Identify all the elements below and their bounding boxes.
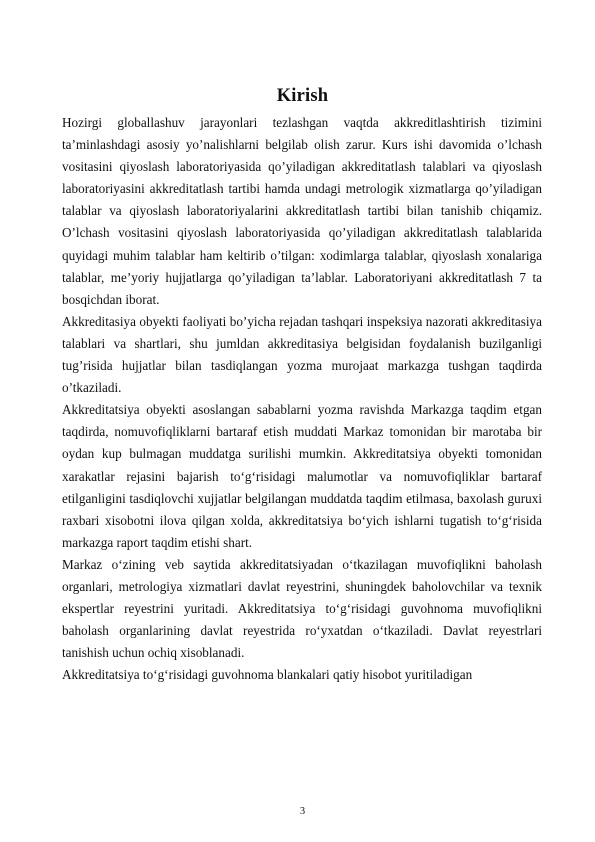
paragraph-registry: Markaz o‘zining veb saytida akkreditatsiyadan o‘tkazilagan muvofiqlikni baholash organlari, metrologiya xizmatlari davlat reyestrini, shuningdek baholovchilar va texnik ekspertlar reyestrini yuritadi. Akkreditatsiya to‘g‘risidagi guvohnoma muvofiqlikni baholash organlarining davlat reyestrida ro‘yxatdan o‘tkaziladi. Davlat reyestrlari tanishish uchun ochiq xisoblanadi.: [62, 556, 542, 661]
paragraph-nonconformity: Akkreditatsiya obyekti asoslangan sabablarni yozma ravishda Markazga taqdim etgan taqdirda, nomuvofiqliklarni bartaraf etish muddati Markaz tomonidan bir marotaba bir oydan kup bulmagan muddatga surilishi mumkin. Akkreditatsiya obyekti tomonidan xarakatlar rejasini bajarish to‘g‘risidagi malumotlar va nomuvofiqliklar bartaraf etilganligini tasdiqlovchi xujjatlar belgilangan muddatda taqdim etilmasa, baxolash guruxi raxbari xisobotni ilova qilgan xolda, akkreditatsiya bo‘yich ishlarni tugatish to‘g‘risida markazga raport taqdim etishi shart.: [62, 402, 542, 550]
page-number: 3: [299, 806, 306, 817]
page-title: Kirish: [276, 86, 329, 106]
paragraph-certificate: Akkreditatsiya to‘g‘risidagi guvohnoma blankalari qatiy hisobot yuritiladigan: [62, 667, 473, 683]
paragraph-inspection: Akkreditasiya obyekti faoliyati bo’yicha rejadan tashqari inspeksiya nazorati akkreditasiya talablari va shartlari, shu jumldan akkreditasiya belgisidan foydalanish buzilganligi tug’risida hujjatlar bilan tasdiqlangan yozma murojaat markazga tushgan taqdirda o’tkaziladi.: [62, 313, 542, 396]
paragraph-intro: Hozirgi globallashuv jarayonlari tezlashgan vaqtda akkreditlashtirish tizimini ta’minlashdagi asosiy yo’nalishlarni belgilab olish zarur. Kurs ishi davomida o’lchash vositasini qiyoslash laboratoriyasida qo’yiladigan akkreditatlash talablari va qiyoslash laboratoriyasini akkreditatlash tartibi hamda undagi metrologik xizmatlarga qo’yiladigan talablar va qiyoslash laboratoriyalarini akkreditatlash tartibi bilan tanishib chiqamiz. O’lchash vositasini qiyoslash laboratoriyasida qo’yiladigan akkreditatlash talablarida quyidagi muhim talablar ham keltirib o’tilgan: xodimlarga talablar, qiyoslash xonalariga talablar, me’yoriy hujjatlarga qo’yiladigan ta’lablar. Laboratoriyani akkreditatlash 7 ta bosqichdan iborat.: [62, 115, 542, 307]
body-text: [62, 112, 542, 686]
